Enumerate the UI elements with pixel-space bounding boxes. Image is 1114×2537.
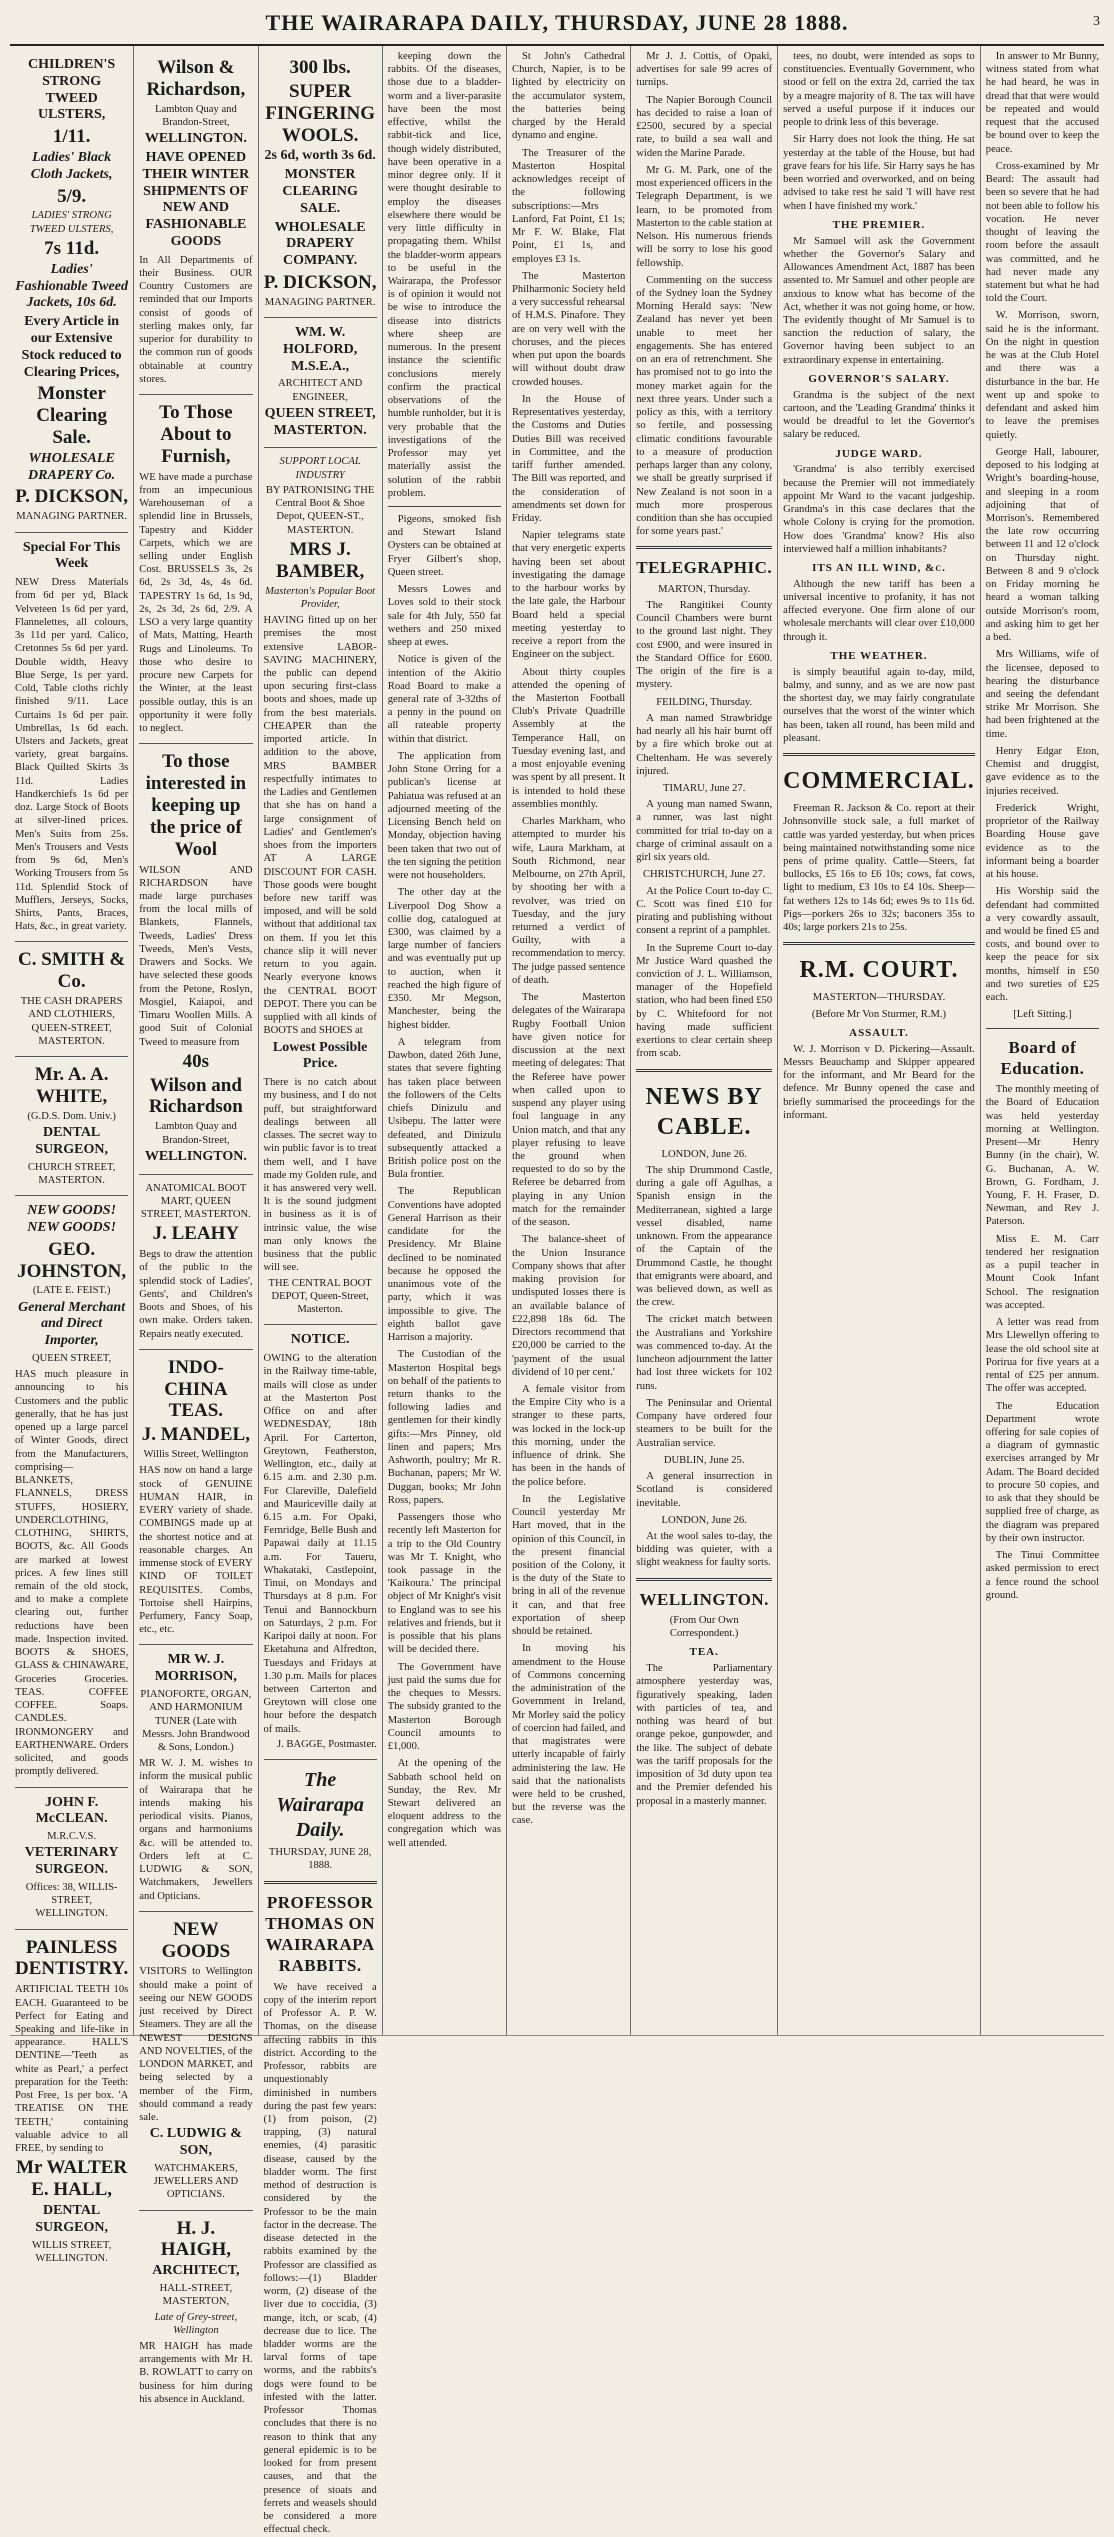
news-paragraph: St John's Cathedral Church, Napier, is to be lighted by electricity on the accumulator system, the batteries being charged by the Herald dynamo and engine.: [512, 51, 626, 142]
news-paragraph: George Hall, labourer, deposed to his lodging at Wright's boarding-house, and sleeping in a room adjoining that of Morrison's. Remembered the late row occurring between 11 and 12 o'clock on Thursday night. Between 8 and 9 o'clock on Friday morning he heard a woman talking outside Morrison's room, and asking him to get her a bed.: [985, 446, 1100, 644]
ad-line: CHILDREN'S STRONG TWEED ULSTERS,: [28, 57, 116, 123]
news-paragraph: At the opening of the Sabbath school held on Sunday, the Rev. Mr Stewart delivered an eloquent address to the congregation which was well attended.: [387, 1758, 501, 1849]
ad-name: H. J. HAIGH,: [160, 2217, 231, 2261]
ad-body: MR HAIGH has made arrangements with Mr H. B. ROWLATT to carry on business for him during his absence in Auckland.: [139, 2341, 253, 2405]
notice-post-office: [264, 1325, 377, 1760]
news-paragraph: W. J. Morrison v D. Pickering—Assault. Messrs Beauchamp and Skipper appeared for the informant, and Mr Beard for the defence. Mr Bunny opened the case and briefly summarised the proceedings for the informant.: [783, 1043, 975, 1121]
news-paragraph: Commenting on the success of the Sydney loan the Sydney Morning Herald says: 'New Zealand has never yet been unable to meet her engagements. She has entered on an era of retrenchment. She has promised not to go into the money market again for the next three years. Under such a policy as this, with a territory so fertile, and possessing climatic conditions favourable to a measure of production perhaps larger than any colony, we shall be greatly surprised if New Zealand is not soon in a much more prosperous condition than she has occupied for some years past.': [636, 274, 773, 538]
dateline: DUBLIN, June 25.: [663, 1454, 745, 1466]
news-paragraph: The Government have just paid the sums due for the cheques to Messrs. The subsidy granted to the Masterton Borough Council amounts to £1,000.: [387, 1661, 501, 1753]
ad-line: Ladies' Fashionable Tweed Jackets, 10s 6d.: [15, 261, 128, 311]
ad-role: PIANOFORTE, ORGAN, AND HARMONIUM TUNER (Late with Messrs. John Brandwood & Sons, London.): [140, 1689, 252, 1753]
dateline: (From Our Own Correspondent.): [669, 1614, 739, 1640]
ad-role: DENTAL SURGEON,: [35, 1125, 108, 1157]
column-3: [258, 46, 382, 2536]
ad-sale: MONSTER CLEARING SALE.: [282, 167, 358, 216]
news-paragraph: A young man named Swann, a runner, was last night committed for trial to-day on a charge of criminal assault on a girl six years old.: [636, 799, 773, 864]
news-paragraph: In answer to Mr Bunny, witness stated from what he had heard, he was in dread that that were would be repeated and would request that the accused be bound over to keep the peace.: [985, 51, 1100, 155]
news-paragraph: Although the new tariff has been a universal incentive to profanity, it has not affected everyone. One firm alone of our wholesale merchants will clear over £10,000 through it.: [783, 578, 975, 643]
ad-role: VETERINARY SURGEON.: [24, 1845, 119, 1878]
divider: [264, 1881, 377, 1884]
news-paragraph: In the Legislative Council yesterday Mr Hart moved, that in the opinion of this Council, in the present financial position of the Colony, it is the duty of the State to bring in all of the revenue it can, and that free exportation of sheep should be retained.: [512, 1493, 626, 1638]
ad-name: Mr. A. A. WHITE,: [34, 1064, 109, 1107]
ad-name: J. LEAHY: [152, 1223, 240, 1245]
ad-name: Wilson and Richardson: [148, 1074, 243, 1118]
notice-sign: J. BAGGE, Postmaster.: [276, 1738, 377, 1750]
dateline: MASTERTON—THURSDAY.: [812, 992, 946, 1004]
divider: [636, 1578, 772, 1581]
notice-body: OWING to the alteration in the Railway time-table, mails will close as under at the Masterton Post Office on and after WEDNESDAY, 18th April. For Carterton, Greytown, Featherston, Wellington, etc., daily at 6.15 a.m. and 2.30 p.m. For Clareville, Dalefield and Mauriceville daily at 6.15 a.m. For Opaki, Fernridge, Belle Bush and Papawai daily at 11.15 a.m. For Taueru, Whakataki, Castlepoint, Tinui, on Mondays and Thursdays at 8 p.m. For Tenui and Bannockburn on Saturdays, 2 p.m. For Karipoi daily at noon. For Eketahuna and Alfredton, Tuesdays and Fridays at 1.30 p.m. Mails for places between Carterton and Greytown will close one hour before the despatch of mails.: [263, 1353, 377, 1735]
section-heading-wellington: WELLINGTON.: [639, 1589, 769, 1609]
section-heading-cable: NEWS BY CABLE.: [645, 1083, 763, 1140]
dateline: FEILDING, Thursday.: [656, 696, 753, 708]
ad-mandel: [139, 1350, 252, 1646]
news-paragraph: Passengers those who recently left Masterton for a trip to the Old Country was Mr T. Knight, who took passage in the 'Kaikoura.' The principal object of Mr Knight's visit to England was to see his relatives and friends, but it is possible that his plans will be decided there.: [387, 1512, 502, 1656]
masthead: [10, 0, 1104, 46]
ad-firm: WHOLESALE DRAPERY COMPANY.: [274, 219, 366, 269]
ad-address: CHURCH STREET, MASTERTON.: [27, 1161, 116, 1186]
section-heading-rm-court: R.M. COURT.: [799, 957, 959, 984]
ad-address: HALL-STREET, MASTERTON,: [159, 2283, 233, 2308]
dateline: CHRISTCHURCH, June 27.: [642, 869, 766, 881]
ad-body: VISITORS to Wellington should make a point of seeing our NEW GOODS just received by Direct Steamers. They are all the NEWEST DESIGNS AND NOVELTIES, of the LONDON MARKET, and being selected by a member of the Firm, should command a ready sale.: [139, 1966, 253, 2124]
ad-haigh: [139, 2211, 252, 2415]
ad-city: WELLINGTON.: [144, 131, 247, 147]
news-paragraph: The Education Department wrote offering for sale copies of a diagram of gymnastic exercises arranged by Mr Adam. The Board decided to procure 50 copies, and to ask that they should be supplied free of charge, as the diagram was prepared by their own instructor.: [985, 1400, 1100, 1544]
news-paragraph: Mrs Williams, wife of the licensee, deposed to hearing the disturbance and seeing the defendant strike Mr Morrison. She had been frightened at the time.: [985, 649, 1100, 740]
ad-address: WILLIS STREET, WELLINGTON.: [32, 2239, 112, 2264]
news-paragraph: The Custodian of the Masterton Hospital begs on behalf of the patients to return thanks to the following ladies and gentlemen for their kindly gifts:—Mrs Pinney, old linen and papers; Mrs Ashworth, poultry; Mr R. Buchanan, papers; Mr W. Duggan, books; Mr John Ross, papers.: [387, 1349, 502, 1506]
subheading: GOVERNOR'S SALARY.: [808, 372, 950, 385]
news-paragraph: Freeman R. Jackson & Co. report at their Johnsonville stock sale, a full market of cattle was yarded yesterday, but when prices being maintained notwithstanding some nice pens of prime quality. Cattle—Steers, fat bullocks, £5 16s to £6 10s; cows, fat cows, light to medium, £3 10s to £4 10s. Sheep—fat wethers 12s to 14s 6d; ewes 9s to 11s 6d. Pigs—porkers 26s to 32s; baconers 35s to 40s; large porkers 21s to 25s.: [783, 803, 975, 934]
ad-role: ARCHITECT AND ENGINEER,: [277, 378, 363, 403]
news-paragraph: The Treasurer of the Masterton Hospital acknowledges receipt of the following subscriptions:—Mrs Lanford, Fat Point, £1 1s; Mr F. W. Blake, Flat Point, £1 1s, and employes £3 1s.: [512, 147, 626, 265]
news-paragraph: Mr Samuel will ask the Government whether the Governor's Salary and Allowances Amendment Act, 1887 has been assented to. Mr Samuel and other people are anxious to know what has become of the Act, whether it was not going home, or how. The evidently thought of Mr Samuel is to sanction the reduction of salary, the Governor having been subject to an extraordinary expense in entertaining.: [783, 235, 975, 366]
news-paragraph: The Masterton Philharmonic Society held a very successful rehearsal of H.M.S. Pinafore. They are on very well with the choruses, and the pieces when put upon the boards will without doubt draw crowded houses.: [512, 270, 626, 388]
ad-body: Offices: 38, WILLIS-STREET, WELLINGTON.: [25, 1881, 118, 1920]
ad-johnston: [15, 1196, 128, 1787]
ad-heading: SUPPORT LOCAL INDUSTRY: [279, 456, 361, 481]
ad-heading: SUPER FINGERING WOOLS.: [265, 80, 376, 146]
ad-heading: ANATOMICAL BOOT MART, QUEEN STREET, MASTERTON.: [140, 1182, 251, 1221]
dateline: LONDON, June 26.: [661, 1514, 747, 1526]
news-paragraph: Messrs Lowes and Loves sold to their stock sale for 4th July, 550 fat wethers and 250 mixed sheep at ewes.: [387, 584, 501, 649]
news-paragraph: The monthly meeting of the Board of Education was held yesterday morning at Wellington. Present—Mr Henry Bunny (in the chair), W. G. Buchanan, A. W. Brown, G. Fordham, J. Young, F. H. Fraser, D. Newman, and Rev J. Paterson.: [985, 1084, 1100, 1228]
news-paragraph: tees, no doubt, were intended as sops to constituencies. Eventually Government, who stood or fell on the extra 2d, carried the tax by a meagre majority of 8. The tax will have served a useful purpose if it induces our people to drink less of this beverage.: [783, 51, 975, 129]
ad-name: C. SMITH & Co.: [18, 949, 126, 993]
news-paragraph: In moving his amendment to the House of Commons concerning the administration of the Government in Ireland, Mr Morley said the policy of coercion had failed, and that magistrates were utterly incapable of fairly administering the law. He said that the nationalists were held to be crushed, but the reverse was the case.: [512, 1643, 626, 1827]
ad-name: MR W. J. MORRISON,: [154, 1652, 237, 1685]
ad-price: Lowest Possible Price.: [272, 1039, 368, 1072]
ad-painless-dentistry: [15, 1930, 128, 2273]
column-2: [133, 46, 257, 2405]
news-paragraph: A female visitor from the Empire City who is a stranger to these parts, was locked in the lock-up this morning, under the influence of drink. She has been in the hands of the police before.: [512, 1383, 626, 1488]
ad-role: MANAGING PARTNER.: [264, 296, 376, 308]
column-1: [10, 46, 133, 2264]
masthead-title: THE WAIRARAPA DAILY, THURSDAY, JUNE 28 1888.: [265, 10, 849, 35]
news-paragraph: Mr J. J. Cottis, of Opaki, advertises for sale 99 acres of turnips.: [636, 51, 773, 89]
newspaper-flag: The Wairarapa Daily.: [276, 1769, 364, 1842]
ad-line: 5/9.: [57, 185, 87, 207]
news-paragraph: Mr G. M. Park, one of the most experienced officers in the Telegraph Department, is we learn, to be promoted from Masterton to the cable station at Nelson. His numerous friends will be sorry to lose his good fellowship.: [636, 164, 773, 269]
ad-heading: To those interested in keeping up the price of Wool: [145, 751, 247, 860]
ad-price: 40s: [182, 1050, 210, 1072]
news-paragraph: A general insurrection in Scotland is considered inevitable.: [636, 1471, 773, 1509]
ad-price: 2s 6d, worth 3s 6d.: [264, 148, 376, 164]
ad-address: Lambton Quay and Brandon-Street,: [154, 1121, 237, 1146]
news-paragraph: In the Supreme Court to-day Mr Justice Ward quashed the conviction of J. L. Williamson, manager of the Hopefield station, who had been fined £50 by C. Whitefoord for not having made sufficient exertions to clear certain sheep from scab.: [636, 942, 773, 1060]
news-paragraph: A telegram from Dawbon, dated 26th June, states that severe fighting has taken place between the followers of the Celts chiefs Dinizulu and Usibepu. The latter were defeated, and Dinizulu subsequently attacked a British police post on the Bula frontier.: [387, 1036, 501, 1181]
ad-sign: THE CENTRAL BOOT DEPOT, Queen-Street, Masterton.: [268, 1277, 372, 1316]
ad-role: ARCHITECT,: [152, 2263, 240, 2279]
ad-holford: [264, 318, 377, 448]
ad-role: DENTAL SURGEON,: [35, 2203, 108, 2235]
ad-heading: Special For This Week: [22, 539, 121, 572]
divider: [783, 753, 975, 756]
news-paragraph: In the House of Representatives yesterday, the Customs and Duties Duties Bill was received in Committee, and the tariff further amended. The Bill was reported, and the consideration of amendments set down for Friday.: [512, 393, 626, 524]
news-paragraph: W. Morrison, sworn, said he is the informant. On the night in question he was at the Club Hotel and there was a disturbance in the bar. He went up and spoke to defendant and asked him to leave the premises quietly.: [985, 310, 1100, 441]
ad-sub: BY PATRONISING THE Central Boot & Shoe Depot, QUEEN-ST., MASTERTON.: [265, 484, 375, 536]
news-paragraph: The Napier Borough Council has decided to raise a loan of £2500, secured by a special rate, to build a sea wall and widen the Marine Parade.: [636, 94, 773, 159]
ad-heading: HAVE OPENED THEIR WINTER SHIPMENTS OF NEW AND FASHIONABLE GOODS: [142, 149, 250, 249]
page-number: 3: [1093, 14, 1100, 29]
subheading: ASSAULT.: [849, 1026, 909, 1039]
issue-date: THURSDAY, JUNE 28, 1888.: [268, 1847, 372, 1872]
ad-name: Mr WALTER E. HALL,: [16, 2157, 128, 2201]
ad-body: Begs to draw the attention of the public to the splendid stock of Ladies', Gents', and Children's Boots and Shoes, of his own make. Orders taken. Repairs neatly executed.: [139, 1249, 253, 1340]
ad-heading: NEW GOODS: [161, 1918, 231, 1962]
news-paragraph: Henry Edgar Eton, Chemist and druggist, gave evidence as to the injuries received.: [985, 745, 1100, 797]
ad-body: MR W. J. M. wishes to inform the musical public of Wairarapa that he intends making his periodical visits. Pianos, organs and harmoniums &c. will be attended to. Orders left at C. LUDWIG & SON, Watchmakers, Jewellers and Opticians.: [139, 1758, 253, 1902]
subheading: JUDGE WARD.: [835, 447, 923, 460]
news-paragraph: A letter was read from Mrs Llewellyn offering to lease the old school site at Porirua for five years at a rental of £25 per annum. The offer was accepted.: [985, 1317, 1100, 1395]
ad-weight: 300 lbs.: [289, 57, 351, 78]
news-paragraph: His Worship said the defendant had committed a very cowardly assault, and would be fined £5 and costs, and bound over to keep the peace for six months, himself in £50 and two sureties of £25 each.: [985, 886, 1100, 1004]
news-paragraph: Pigeons, smoked fish and Stewart Island Oysters can be obtained at Fryer Gilbert's shop, Queen street.: [387, 513, 501, 578]
ad-name: P. DICKSON,: [15, 486, 129, 508]
article-heading: PROFESSOR THOMAS ON WAIRARAPA RABBITS.: [265, 1892, 376, 1976]
subheading: THE WEATHER.: [830, 649, 928, 662]
subheading: THE PREMIER.: [832, 218, 926, 231]
news-paragraph: The Parliamentary atmosphere yesterday was, figuratively speaking, laden with particles of tea, and nothing was heard of but orange pekoe, gunpowder, and the like. The subject of debate was the tariff proposals for the imposition of 3d duty upon tea and the Premier defended his proposal in a masterly manner.: [636, 1663, 773, 1807]
dateline: (Before Mr Von Sturmer, R.M.): [811, 1008, 947, 1020]
ad-boot-mart: [139, 1175, 252, 1350]
news-paragraph: Cross-examined by Mr Beard: The assault had been so severe that he had not been able to follow his vocation. He never thought of leaving the room before the assault was committed, and he had never made any statement but what he had told the Court.: [985, 160, 1100, 305]
dateline: LONDON, June 26.: [661, 1148, 747, 1160]
ad-name: Wilson & Richardson,: [146, 57, 246, 100]
news-paragraph: Notice is given of the intention of the Akitio Road Board to make a general rate of 3-32ths of a penny in the pound on all rateable property within that district.: [387, 654, 501, 745]
ad-name: C. LUDWIG & SON,: [149, 2126, 242, 2159]
news-paragraph: The balance-sheet of the Union Insurance Company shows that after making provision for undisputed losses there is an available balance of £22,898 18s 6d. The Directors recommend that £20,000 be carried to the 'payment of the usual dividend of 10 per cent.': [512, 1234, 626, 1378]
ad-heading: INDO-CHINA TEAS.: [164, 1356, 228, 1422]
news-paragraph: The other day at the Liverpool Dog Show a collie dog, catalogued at £300, was claimed by a large number of fanciers and was eventually put up to auction, when it reached the high figure of £350. Mr Megson, Manchester, being the highest bidder.: [387, 887, 501, 1031]
column-8: [980, 46, 1104, 2035]
news-paragraph: is simply beautiful again to-day, mild, balmy, and sunny, and as we are now past the shortest day, we may fairly congratulate ourselves that the worst of the winter which has been, taken all round, has been mild and pleasant.: [783, 666, 975, 744]
ad-heading: PAINLESS DENTISTRY.: [15, 1936, 129, 1980]
news-paragraph: Napier telegrams state that very energetic experts having been set about investigating the damage to the harbour works by the late gale, the Harbour Board held a special meeting yesterday to receive a report from the Engineer on the subject.: [512, 530, 626, 661]
column-7: [777, 46, 980, 2035]
ad-body: In All Departments of their Business. OUR Country Customers are reminded that our Imports consist of goods of sterling makes only, far superior for durability to the common run of goods obtainable at country stores.: [139, 254, 253, 385]
ad-name: MRS J. BAMBER,: [276, 538, 365, 582]
news-paragraph: The ship Drummond Castle, during a gale off Agulhas, a Spanish ensign in the Mediterranean, sighted a large vessel disabled, name unknown. From the appearance of the Captain of the Drummond Castle, he thought that emigrants were aboard, and was believed down, as well as the crew.: [636, 1164, 773, 1309]
ad-sub: Late of Grey-street, Wellington: [154, 2311, 238, 2336]
subheading: TEA.: [689, 1646, 719, 1659]
ad-name: WM. W. HOLFORD, M.S.E.A.,: [282, 325, 358, 374]
ad-name: P. DICKSON,: [263, 271, 377, 293]
column-4: [382, 46, 506, 2035]
ad-text: Every Article in our Extensive Stock reduced to Clearing Prices,: [21, 314, 122, 380]
dateline: MARTON, Thursday.: [658, 583, 751, 595]
news-paragraph: 'Grandma' is also terribly exercised because the Premier will not immediately appoint Mr Ward to the vacant judgeship. Grandma's in this case declares that the whole Colony is crying for the promotion. How does 'Grandma' know? His also interviewed half a million inhabitants?: [783, 464, 975, 555]
news-paragraph: The Peninsular and Oriental Company have ordered four steamers to be built for the Australian service.: [636, 1397, 773, 1449]
ad-morrison: [139, 1645, 252, 1911]
notice-heading: NOTICE.: [290, 1332, 350, 1348]
news-paragraph: At the wool sales to-day, the bidding was quieter, with a slight weakness for faulty sorts.: [636, 1530, 773, 1569]
divider: [388, 506, 501, 507]
ad-name: GEO. JOHNSTON,: [17, 1238, 127, 1282]
news-paragraph: The Rangitikei County Council Chambers were burnt to the ground last night. They cost £900, and were insured in the Standard Office for £600. The origin of the fire is a mystery.: [636, 599, 773, 691]
ad-body: HAVING fitted up on her premises the most extensive LABOR-SAVING MACHINERY, the public can depend upon securing first-class boots and shoes, made up from the best materials. CHEAPER than the imported article. In addition to the above, MRS BAMBER respectfully intimates to the Ladies and Gentlemen that she has on hand a large consignment of Ladies' and Gentlemen's shoes from the importers AT A LARGE DISCOUNT FOR CASH. Those goods were bought before new tariff was imposed, and will be sold without that additional tax on them. If you let this chance slip it will never return to you again. Nearly everyone knows the CENTRAL BOOT DEPOT. There you can be supplied with all kinds of BOOTS and SHOES at: [263, 615, 377, 1037]
ad-address: Lambton Quay and Brandon-Street,: [154, 103, 237, 128]
ad-body: HAS much pleasure in announcing to his Customers and the public generally, that he has just opened up a large parcel of Winter Goods, direct from the Manufacturers, comprising—BLANKETS, FLANNELS, DRESS STUFFS, HOSIERY, UNDERCLOTHING, CLOTHING, SHIRTS, BOOTS, &c. All Goods are marked at lowest prices. A few lines still remain of the old stock, and to make a complete clearing out, further reductions have been made. Inspection invited. BOOTS & SHOES, GLASS & CHINAWARE, Groceries Groceries. TEAS. COFFEE COFFEE. Soaps. CANDLES. IRONMONGERY and EARTHENWARE. Orders solicited, and goods promptly delivered.: [15, 1369, 129, 1778]
ad-special: [15, 533, 128, 943]
ad-address: QUEEN STREET, MASTERTON.: [264, 405, 376, 438]
ad-quals: (G.D.S. Dom. Univ.): [27, 1110, 116, 1122]
news-paragraph: At the Police Court to-day C. C. Scott was fined £10 for pirating and publishing without consent a reprint of a pamphlet.: [636, 885, 773, 937]
news-paragraph: The Republican Conventions have adopted General Harrison as their candidate for the Presidency. Mr Blaine declined to be nominated because he opposed the unanimous vote of the party, which it was impossible to give. The eighth ballot gave Harrison a majority.: [387, 1186, 501, 1344]
ad-line: 1/11.: [52, 126, 91, 148]
ad-role: General Merchant and Direct Importer,: [18, 1299, 126, 1349]
ad-veterinary: [15, 1788, 128, 1930]
news-paragraph: Charles Markham, who attempted to murder his wife, Laura Markham, at South Richmond, near Melbourne, on 27th April, by shooting her with a revolver, was tried on Tuesday, and the jury returned a verdict of Guilty, with a recommendation to mercy. The judge passed sentence of death.: [512, 816, 626, 986]
ad-body: WILSON AND RICHARDSON have made large purchases from the local mills of Blankets, Flannels, Tweeds, Ladies' Dress Tweeds, Men's Vests, Drawers and Socks. We have selected these goods from the Petone, Roslyn, Mosgiel, Kaiapoi, and Timaru Woollen Mills. A good Suit of Colonial Tweed to measure from: [139, 864, 253, 1048]
divider: [636, 546, 772, 549]
column-5: [506, 46, 630, 2035]
divider: [636, 1069, 772, 1072]
ad-wool: [139, 744, 252, 1174]
ad-dentist-white: [15, 1057, 128, 1196]
ad-bamber: [264, 448, 377, 1325]
ad-line: LADIES' STRONG TWEED ULSTERS,: [29, 210, 114, 235]
section-heading-commercial: COMMERCIAL.: [783, 768, 975, 795]
section-heading-board-of-education: Board of Education.: [1000, 1037, 1085, 1078]
ad-quals: M.R.C.V.S.: [47, 1831, 97, 1843]
ad-wholesale-drapery: [15, 50, 128, 533]
news-paragraph: The application from John Stone Orring for a publican's license at Pahiatua was refused at an adjourned meeting of the Licensing Bench held on Monday, objection having been taken that two out of the ten signing the petition were not householders.: [387, 750, 501, 882]
ad-address: Willis Street, Wellington: [143, 1449, 249, 1461]
ad-address: QUEEN STREET,: [32, 1353, 112, 1364]
news-paragraph: The Tinui Committee asked permission to erect a fence round the school ground.: [985, 1550, 1100, 1601]
ad-more: There is no catch about my business, and I do not puff, but straightforward dealings between all classes. The secret way to win public favor is to treat them well, and I have made my Golden rule, and it has answered very well. It is the sound judgment in business as it is of intrinsic value, the wise man only knows the business that the public will see.: [263, 1077, 377, 1274]
ad-role: Masterton's Popular Boot Provider,: [265, 585, 376, 610]
section-heading-telegraphic: TELEGRAPHIC.: [636, 558, 773, 578]
column-6: [630, 46, 777, 2035]
ad-furnish: [139, 395, 252, 744]
ad-body: NEW Dress Materials from 6d per yd, Black Velveteen 1s 6d per yard, Flannelettes, all colours, 3s 11d per yard. Calico, Cretonnes 5s 6d per yard. Double width, Heavy Blue Serge, 1s per yard. Cold, Table cloths richly finished 9/11. Lace Curtains 1s 6d per pair. Umbrellas, 1s 6d each. Ulsters and Jackets, great variety, great bargains. Black Quilted Skirts 3s 11d. Ladies Handkerchiefs 1s 6d per doz. Large Stock of Boots at silver-lined prices. Men's Suits from 25s. Men's Trousers and Vests from 9s 6d, Men's Working Trousers from 5s 11d. Splendid Stock of Mufflers, Jerseys, Socks, Shirts, Pants, Braces, Hats, &c., in great variety.: [15, 577, 129, 933]
news-paragraph: About thirty couples attended the opening of the Masterton Football Club's Private Quadrille Assembly at the Temperance Hall, on Tuesday evening last, and a most enjoyable evening was spent by all present. It is intended to hold these assemblies monthly.: [512, 666, 626, 810]
ad-name: J. MANDEL,: [141, 1424, 250, 1446]
ad-sale: Monster Clearing Sale.: [36, 383, 107, 449]
ad-role: MANAGING PARTNER.: [16, 511, 128, 523]
divider: [986, 1028, 1099, 1029]
news-paragraph: The Masterton delegates of the Wairarapa Rugby Football Union have given notice for discussion at the next meeting of delegates: That the Referee have power when called upon to suspend any player using foul language in any Union match, and that any player refusing to leave the ground when requested to do so by the Referee be debarred from playing in any Union match for the remainder of the season.: [512, 992, 626, 1229]
divider: [783, 942, 975, 945]
ad-ludwig: [139, 1912, 252, 2211]
dateline: [Left Sitting.]: [1013, 1009, 1072, 1021]
ad-city: WELLINGTON.: [144, 1148, 247, 1164]
news-paragraph: Grandma is the subject of the next cartoon, and the 'Leading Grandma' thinks it would be dreadful to let the Governor's salary be reduced.: [783, 389, 975, 441]
ad-firm: WHOLESALE DRAPERY Co.: [28, 450, 116, 483]
ad-line: 7s 11d.: [44, 237, 100, 259]
ad-name: JOHN F. McCLEAN.: [35, 1794, 108, 1827]
ad-body: HAS now on hand a large stock of GENUINE HUMAN HAIR, in EVERY variety of shade. COMBINGS made up at the shortest notice and at reasonable charges. An immense stock of EVERY KIND OF TOILET REQUISITES. Combs, Tortoise shell Hairpins, Perfumery, Fancy Soap, etc., etc.: [139, 1465, 253, 1636]
ad-role: WATCHMAKERS, JEWELLERS AND OPTICIANS.: [153, 2162, 239, 2201]
news-paragraph: keeping down the rabbits. Of the diseases, those due to a bladder-worm and a liver-parasite have been the most effective, whilst the rabbit-tick and lice, though widely distributed, have been operative in a minor degree only. If it were thought desirable to employ the diseases elsewhere there would be very little difficulty in propagating them. Whilst the bladder-worm appears to be useful in the Wairarapa, the Professor is of opinion it would not be wise to introduce the disease into districts where sheep are numerous. In the present instance the scientific conclusions merely confirm the practical observations of the humble runholder, but it is very probable that the investigations of the Professor may yet materially assist the solution of the rabbit problem.: [387, 51, 501, 499]
news-paragraph: The cricket match between the Australians and Yorkshire was commenced to-day. At the luncheon adjournment the latter had lost three wickets for 102 runs.: [636, 1314, 773, 1392]
ad-body: WE have made a purchase from an impecunious Warehouseman of a splendid line in Brussels, Tapestry and Kidder Carpets, which we are selling under English Cost. BRUSSELS 3s, 2s 6d, 2s 3d, 4s, 4s 6d. TAPESTRY 1s 6d, 1s 9d, 2s, 2s 3d, 2s 6d, 2/9. A LSO a very large quantity of Mats, Matting, Hearth Rugs and Linoleums. To those who desire to procure new Carpets for the Winter, at the least possible outlay, this is an opportunity it were folly to neglect.: [139, 471, 253, 735]
news-paragraph: Sir Harry does not look the thing. He sat yesterday at the table of the House, but had grave fears for his life. Sir Harry says he has been worried and overworked, and on being advised to take rest he said 'I will have rest when I have finished my work.': [783, 134, 975, 212]
ad-wilson-richardson: [139, 50, 252, 395]
news-paragraph: A man named Strawbridge had nearly all his hair burnt off by a fire which broke out at Cheltenham. He was severely injured.: [636, 712, 773, 777]
ad-heading: NEW GOODS! NEW GOODS!: [27, 1203, 117, 1235]
subheading: ITS AN ILL WIND, &c.: [812, 561, 946, 574]
ad-fingering-wools: [264, 50, 377, 318]
ad-text: THE CASH DRAPERS AND CLOTHIERS, QUEEN-STREET, MASTERTON.: [20, 996, 123, 1047]
ad-c-smith: [15, 942, 128, 1057]
dateline: TIMARU, June 27.: [662, 782, 746, 794]
ad-body: ARTIFICIAL TEETH 10s EACH. Guaranteed to be Perfect for Eating and Speaking and life-like in appearance. HALL'S DENTINE—'Teeth as white as Pearl,' a perfect preparation for the Teeth: Post Free, 1s per box. 'A TREATISE ON THE TEETH,' containing valuable advice to all FREE, by sending to: [15, 1984, 129, 2155]
columns: [10, 46, 1104, 2536]
ad-heading: To Those About to Furnish,: [159, 402, 233, 467]
news-paragraph: Frederick Wright, proprietor of the Railway Boarding House gave evidence as to the informant being a boarder at his house.: [985, 802, 1100, 881]
ad-line: Ladies' Black Cloth Jackets,: [30, 150, 113, 182]
ad-sub: (LATE E. FEIST.): [32, 1285, 111, 1297]
article-body: We have received a copy of the interim report of Professor A. P. W. Thomas, on the disease affecting rabbits in this district. According to the Professor, rabbits are unquestionably diminished in numbers during the past few years: (1) from poison, (2) trapping, (3) natural enemies, (4) parasitic disease, caused by the bladder worm. The first method of destruction is considered by the Professor to be the main factor in the decrease. The disease detected in the rabbits examined by the Professor are classified as follows:—(1) Bladder worm, (2) disease of the liver due to coccidia, (3) mange, itch, or scab, (4) decrease due to lice. The bladder worms are the larval forms of tape worms, and the rabbits's dogs were found to be infested with the latter. Professor Thomas concludes that there is no reason to think that any general epidemic is to be looked for from present causes, and that the presence of stoats and ferrets and weasels should be considered a more effectual check.: [263, 1981, 377, 2536]
news-paragraph: Miss E. M. Carr tendered her resignation as a pupil teacher in Mount Cook Infant School. The resignation was accepted.: [985, 1233, 1100, 1311]
